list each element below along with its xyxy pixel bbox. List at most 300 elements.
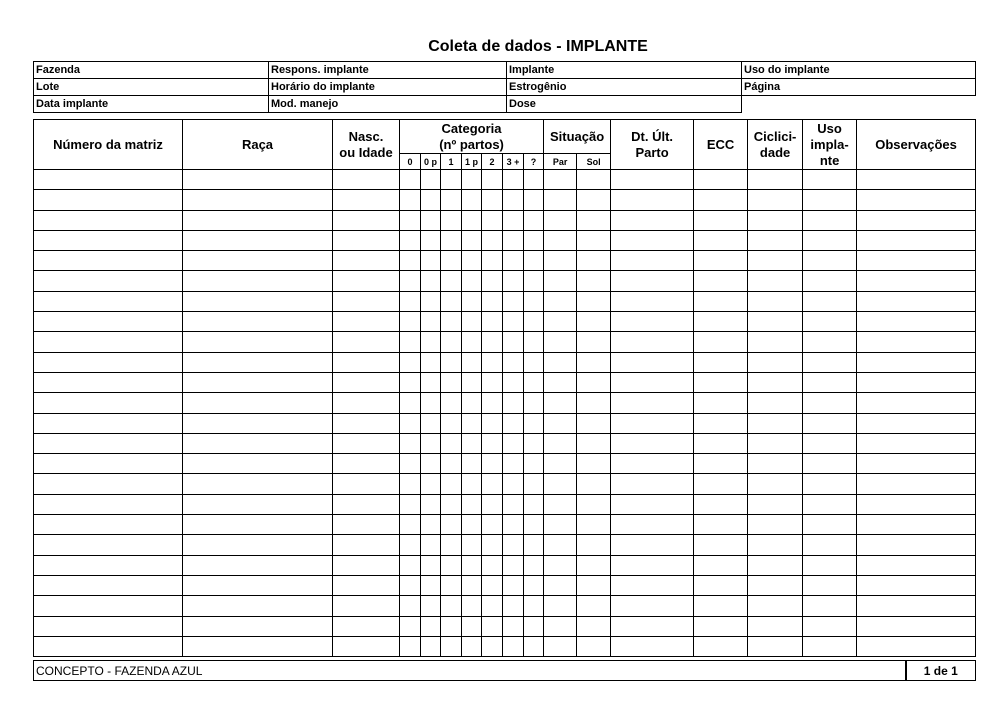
table-cell bbox=[482, 616, 503, 636]
table-row bbox=[34, 230, 976, 250]
table-cell bbox=[333, 190, 400, 210]
table-cell bbox=[857, 575, 976, 595]
table-cell bbox=[857, 210, 976, 230]
table-cell bbox=[577, 494, 611, 514]
table-cell bbox=[503, 433, 524, 453]
table-cell bbox=[857, 332, 976, 352]
table-cell bbox=[421, 393, 441, 413]
table-cell bbox=[544, 352, 577, 372]
table-cell bbox=[577, 535, 611, 555]
table-cell bbox=[34, 312, 183, 332]
table-cell bbox=[482, 596, 503, 616]
table-cell bbox=[462, 596, 482, 616]
table-cell bbox=[611, 636, 694, 656]
table-cell bbox=[577, 555, 611, 575]
table-cell bbox=[183, 332, 333, 352]
table-cell bbox=[441, 190, 462, 210]
table-cell bbox=[400, 352, 421, 372]
table-cell bbox=[577, 616, 611, 636]
header-categoria-1: 1 bbox=[441, 154, 462, 170]
table-cell bbox=[577, 433, 611, 453]
table-cell bbox=[482, 190, 503, 210]
table-cell bbox=[694, 535, 748, 555]
table-cell bbox=[577, 596, 611, 616]
table-row bbox=[34, 515, 976, 535]
table-cell bbox=[611, 332, 694, 352]
table-cell bbox=[421, 332, 441, 352]
table-cell bbox=[748, 636, 803, 656]
table-cell bbox=[694, 474, 748, 494]
table-cell bbox=[857, 494, 976, 514]
table-cell bbox=[803, 474, 857, 494]
table-cell bbox=[333, 170, 400, 190]
table-cell bbox=[803, 413, 857, 433]
table-cell bbox=[34, 393, 183, 413]
table-cell bbox=[803, 494, 857, 514]
table-cell bbox=[333, 494, 400, 514]
header-uso-implante-line1: Uso bbox=[817, 120, 842, 136]
table-cell bbox=[544, 372, 577, 392]
table-cell bbox=[544, 393, 577, 413]
header-nasc-line1: Nasc. bbox=[348, 128, 384, 144]
table-cell bbox=[421, 312, 441, 332]
table-cell bbox=[421, 413, 441, 433]
header-categoria-0: 0 bbox=[400, 154, 421, 170]
table-cell bbox=[482, 312, 503, 332]
table-cell bbox=[544, 636, 577, 656]
header-info-table bbox=[33, 61, 976, 113]
header-uso-implante-line2: impla- bbox=[810, 136, 849, 152]
table-cell bbox=[441, 291, 462, 311]
table-cell bbox=[421, 372, 441, 392]
table-cell bbox=[503, 393, 524, 413]
table-cell bbox=[748, 291, 803, 311]
table-cell bbox=[333, 332, 400, 352]
table-cell bbox=[183, 636, 333, 656]
table-cell bbox=[333, 636, 400, 656]
table-cell bbox=[503, 596, 524, 616]
table-cell bbox=[748, 393, 803, 413]
table-cell bbox=[482, 494, 503, 514]
table-cell bbox=[503, 372, 524, 392]
table-cell bbox=[400, 494, 421, 514]
table-cell bbox=[694, 596, 748, 616]
table-cell bbox=[462, 575, 482, 595]
table-cell bbox=[462, 210, 482, 230]
table-cell bbox=[462, 515, 482, 535]
table-cell bbox=[503, 494, 524, 514]
table-cell bbox=[577, 170, 611, 190]
table-cell bbox=[544, 332, 577, 352]
table-cell bbox=[34, 190, 183, 210]
table-cell bbox=[421, 636, 441, 656]
table-cell bbox=[857, 636, 976, 656]
table-cell bbox=[441, 636, 462, 656]
table-cell bbox=[748, 494, 803, 514]
table-cell bbox=[524, 413, 544, 433]
table-cell bbox=[577, 474, 611, 494]
table-cell bbox=[694, 271, 748, 291]
table-cell bbox=[400, 474, 421, 494]
table-cell bbox=[421, 454, 441, 474]
table-cell bbox=[748, 413, 803, 433]
table-cell bbox=[524, 190, 544, 210]
table-cell bbox=[611, 190, 694, 210]
table-row bbox=[34, 251, 976, 271]
table-cell bbox=[748, 230, 803, 250]
header-nasc-line2: ou Idade bbox=[339, 144, 393, 160]
table-cell bbox=[503, 636, 524, 656]
table-row bbox=[34, 454, 976, 474]
table-cell bbox=[748, 535, 803, 555]
table-cell bbox=[611, 271, 694, 291]
table-row bbox=[34, 291, 976, 311]
table-cell bbox=[482, 372, 503, 392]
table-cell bbox=[803, 535, 857, 555]
table-cell bbox=[34, 596, 183, 616]
table-cell bbox=[183, 251, 333, 271]
table-cell bbox=[803, 170, 857, 190]
table-row bbox=[34, 494, 976, 514]
table-cell bbox=[748, 433, 803, 453]
table-cell bbox=[748, 312, 803, 332]
table-cell bbox=[803, 575, 857, 595]
table-row bbox=[34, 596, 976, 616]
table-cell bbox=[544, 596, 577, 616]
table-cell bbox=[183, 352, 333, 372]
table-cell bbox=[524, 515, 544, 535]
table-cell bbox=[577, 413, 611, 433]
table-row bbox=[34, 312, 976, 332]
table-cell bbox=[482, 575, 503, 595]
table-cell bbox=[544, 454, 577, 474]
table-row bbox=[34, 535, 976, 555]
table-cell bbox=[544, 433, 577, 453]
table-cell bbox=[421, 352, 441, 372]
table-cell bbox=[524, 393, 544, 413]
table-cell bbox=[183, 515, 333, 535]
table-cell bbox=[577, 636, 611, 656]
table-cell bbox=[400, 535, 421, 555]
table-cell bbox=[803, 636, 857, 656]
table-cell bbox=[503, 210, 524, 230]
table-cell bbox=[503, 454, 524, 474]
table-cell bbox=[421, 230, 441, 250]
table-cell bbox=[462, 312, 482, 332]
table-cell bbox=[462, 555, 482, 575]
table-row bbox=[34, 271, 976, 291]
table-cell bbox=[400, 616, 421, 636]
table-cell bbox=[333, 555, 400, 575]
table-cell bbox=[183, 190, 333, 210]
table-cell bbox=[482, 251, 503, 271]
table-cell bbox=[482, 332, 503, 352]
table-cell bbox=[524, 575, 544, 595]
table-cell bbox=[748, 372, 803, 392]
table-cell bbox=[333, 474, 400, 494]
table-cell bbox=[803, 596, 857, 616]
table-cell bbox=[503, 190, 524, 210]
table-cell bbox=[611, 494, 694, 514]
table-cell bbox=[34, 291, 183, 311]
table-cell bbox=[441, 474, 462, 494]
table-cell bbox=[421, 555, 441, 575]
table-cell bbox=[544, 515, 577, 535]
table-cell bbox=[694, 616, 748, 636]
table-cell bbox=[400, 312, 421, 332]
table-cell bbox=[803, 230, 857, 250]
header-ecc: ECC bbox=[694, 120, 748, 170]
table-cell bbox=[611, 393, 694, 413]
table-cell bbox=[333, 251, 400, 271]
table-cell bbox=[503, 474, 524, 494]
table-cell bbox=[803, 555, 857, 575]
table-cell bbox=[544, 271, 577, 291]
table-cell bbox=[694, 433, 748, 453]
table-cell bbox=[577, 251, 611, 271]
table-cell bbox=[503, 616, 524, 636]
table-cell bbox=[333, 393, 400, 413]
table-row bbox=[34, 210, 976, 230]
table-cell bbox=[482, 230, 503, 250]
table-cell bbox=[857, 170, 976, 190]
table-cell bbox=[400, 332, 421, 352]
table-cell bbox=[482, 170, 503, 190]
table-cell bbox=[421, 210, 441, 230]
table-cell bbox=[482, 413, 503, 433]
table-cell bbox=[577, 454, 611, 474]
table-cell bbox=[400, 271, 421, 291]
header-categoria-1p: 1 p bbox=[462, 154, 482, 170]
table-cell bbox=[694, 190, 748, 210]
table-cell bbox=[803, 433, 857, 453]
table-cell bbox=[482, 291, 503, 311]
field-estrogenio: Estrogênio bbox=[507, 79, 742, 96]
table-cell bbox=[748, 352, 803, 372]
field-uso-do-implante: Uso do implante bbox=[742, 62, 976, 79]
table-cell bbox=[611, 372, 694, 392]
table-cell bbox=[611, 454, 694, 474]
header-dt-ult-line1: Dt. Últ. bbox=[631, 128, 674, 144]
table-cell bbox=[421, 170, 441, 190]
field-dose: Dose bbox=[507, 96, 742, 113]
table-cell bbox=[748, 210, 803, 230]
table-cell bbox=[857, 413, 976, 433]
table-cell bbox=[421, 291, 441, 311]
table-cell bbox=[183, 413, 333, 433]
table-cell bbox=[524, 474, 544, 494]
field-pagina: Página bbox=[742, 79, 976, 96]
table-cell bbox=[34, 535, 183, 555]
table-cell bbox=[857, 230, 976, 250]
footer-table bbox=[33, 660, 976, 681]
table-cell bbox=[441, 596, 462, 616]
table-row bbox=[34, 433, 976, 453]
table-cell bbox=[421, 251, 441, 271]
table-cell bbox=[482, 474, 503, 494]
field-implante: Implante bbox=[507, 62, 742, 79]
footer-page-number: 1 de 1 bbox=[906, 661, 976, 681]
table-cell bbox=[524, 251, 544, 271]
table-cell bbox=[333, 535, 400, 555]
table-cell bbox=[34, 251, 183, 271]
table-cell bbox=[577, 291, 611, 311]
table-cell bbox=[441, 433, 462, 453]
table-cell bbox=[694, 291, 748, 311]
table-cell bbox=[694, 494, 748, 514]
table-cell bbox=[611, 291, 694, 311]
table-cell bbox=[524, 616, 544, 636]
table-cell bbox=[524, 332, 544, 352]
table-cell bbox=[524, 271, 544, 291]
table-cell bbox=[400, 636, 421, 656]
table-cell bbox=[748, 271, 803, 291]
table-cell bbox=[482, 515, 503, 535]
table-cell bbox=[544, 170, 577, 190]
table-cell bbox=[34, 515, 183, 535]
table-cell bbox=[421, 535, 441, 555]
table-cell bbox=[577, 190, 611, 210]
table-cell bbox=[482, 271, 503, 291]
table-cell bbox=[183, 535, 333, 555]
table-cell bbox=[803, 210, 857, 230]
table-cell bbox=[400, 230, 421, 250]
table-cell bbox=[803, 291, 857, 311]
empty-cell bbox=[742, 96, 976, 113]
table-cell bbox=[34, 474, 183, 494]
table-cell bbox=[694, 393, 748, 413]
field-respons-implante: Respons. implante bbox=[269, 62, 507, 79]
header-uso-implante-line3: nte bbox=[819, 152, 840, 168]
table-cell bbox=[544, 413, 577, 433]
table-cell bbox=[524, 636, 544, 656]
table-cell bbox=[34, 433, 183, 453]
table-cell bbox=[183, 596, 333, 616]
table-cell bbox=[183, 393, 333, 413]
table-cell bbox=[333, 454, 400, 474]
table-cell bbox=[400, 413, 421, 433]
table-cell bbox=[577, 332, 611, 352]
header-observacoes: Observações bbox=[857, 120, 976, 170]
table-cell bbox=[524, 352, 544, 372]
table-cell bbox=[857, 616, 976, 636]
table-cell bbox=[857, 291, 976, 311]
table-cell bbox=[524, 494, 544, 514]
table-cell bbox=[503, 413, 524, 433]
table-cell bbox=[400, 433, 421, 453]
footer-company: CONCEPTO - FAZENDA AZUL bbox=[34, 661, 906, 681]
table-cell bbox=[421, 433, 441, 453]
table-cell bbox=[611, 575, 694, 595]
table-cell bbox=[34, 352, 183, 372]
table-cell bbox=[524, 454, 544, 474]
table-cell bbox=[694, 332, 748, 352]
header-categoria-line1: Categoria bbox=[441, 120, 502, 136]
table-cell bbox=[544, 251, 577, 271]
table-cell bbox=[803, 332, 857, 352]
table-cell bbox=[857, 393, 976, 413]
table-cell bbox=[421, 596, 441, 616]
header-categoria-0p: 0 p bbox=[421, 154, 441, 170]
table-cell bbox=[694, 251, 748, 271]
table-cell bbox=[544, 312, 577, 332]
table-cell bbox=[857, 251, 976, 271]
table-cell bbox=[503, 535, 524, 555]
table-row bbox=[34, 170, 976, 190]
table-cell bbox=[503, 555, 524, 575]
table-cell bbox=[524, 291, 544, 311]
table-cell bbox=[462, 535, 482, 555]
table-cell bbox=[441, 454, 462, 474]
table-cell bbox=[503, 312, 524, 332]
table-cell bbox=[421, 271, 441, 291]
table-cell bbox=[611, 352, 694, 372]
table-row bbox=[34, 393, 976, 413]
table-cell bbox=[503, 291, 524, 311]
table-cell bbox=[34, 271, 183, 291]
table-cell bbox=[577, 352, 611, 372]
table-cell bbox=[34, 372, 183, 392]
table-cell bbox=[803, 352, 857, 372]
table-cell bbox=[611, 433, 694, 453]
table-cell bbox=[441, 535, 462, 555]
field-mod-manejo: Mod. manejo bbox=[269, 96, 507, 113]
table-cell bbox=[462, 352, 482, 372]
table-cell bbox=[400, 393, 421, 413]
table-cell bbox=[748, 454, 803, 474]
table-cell bbox=[857, 372, 976, 392]
table-cell bbox=[421, 515, 441, 535]
table-cell bbox=[857, 474, 976, 494]
table-cell bbox=[803, 190, 857, 210]
table-row bbox=[34, 474, 976, 494]
table-cell bbox=[333, 230, 400, 250]
table-cell bbox=[611, 555, 694, 575]
table-cell bbox=[482, 535, 503, 555]
table-cell bbox=[421, 616, 441, 636]
header-situacao: Situação bbox=[544, 120, 611, 154]
table-cell bbox=[462, 271, 482, 291]
table-cell bbox=[34, 413, 183, 433]
table-cell bbox=[482, 433, 503, 453]
table-cell bbox=[803, 454, 857, 474]
table-cell bbox=[544, 230, 577, 250]
field-lote: Lote bbox=[34, 79, 269, 96]
table-cell bbox=[441, 352, 462, 372]
table-cell bbox=[441, 555, 462, 575]
table-row bbox=[34, 555, 976, 575]
table-cell bbox=[503, 271, 524, 291]
table-cell bbox=[482, 555, 503, 575]
table-cell bbox=[34, 454, 183, 474]
table-cell bbox=[577, 575, 611, 595]
table-cell bbox=[611, 413, 694, 433]
table-cell bbox=[183, 372, 333, 392]
table-cell bbox=[462, 413, 482, 433]
table-cell bbox=[441, 393, 462, 413]
table-cell bbox=[441, 170, 462, 190]
table-cell bbox=[503, 251, 524, 271]
table-cell bbox=[524, 210, 544, 230]
table-cell bbox=[611, 535, 694, 555]
table-cell bbox=[524, 433, 544, 453]
table-cell bbox=[333, 210, 400, 230]
header-dt-ult-parto bbox=[611, 120, 694, 170]
table-cell bbox=[857, 454, 976, 474]
table-cell bbox=[421, 575, 441, 595]
table-cell bbox=[462, 454, 482, 474]
header-categoria-3plus: 3 + bbox=[503, 154, 524, 170]
